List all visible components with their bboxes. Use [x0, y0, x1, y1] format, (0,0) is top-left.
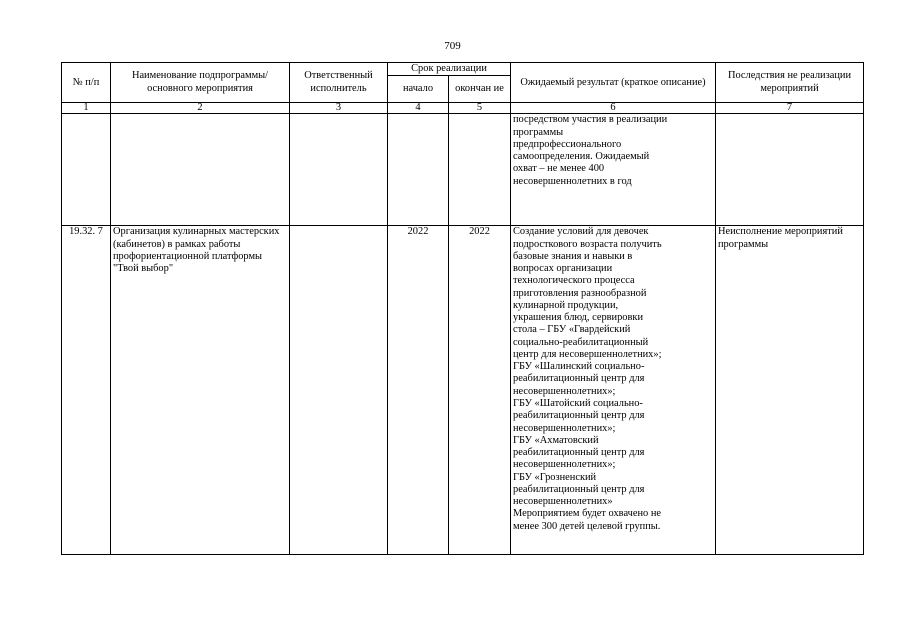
result-line: посредством участия в реализации	[513, 114, 668, 126]
column-number: 2	[111, 103, 290, 114]
row-end	[449, 114, 511, 226]
header-number: № п/п	[62, 63, 111, 103]
row-end: 2022	[449, 226, 511, 555]
result-line: Создание условий для девочек	[513, 226, 649, 238]
column-number: 3	[290, 103, 388, 114]
program-table	[61, 62, 864, 555]
result-line: ГБУ «Шалинский социально-	[513, 361, 645, 373]
result-line: несовершеннолетних»	[513, 496, 613, 508]
header-end: окончан ие	[449, 76, 511, 103]
result-line: охват – не менее 400	[513, 163, 605, 175]
header-consequence: Последствия не реализации мероприятий	[716, 63, 864, 103]
result-line: вопросах организации	[513, 263, 613, 275]
column-number: 1	[62, 103, 111, 114]
row-result	[511, 114, 716, 226]
page-number: 709	[444, 40, 461, 52]
column-number: 6	[511, 103, 716, 114]
row-executor	[290, 226, 388, 555]
result-line: украшения блюд, сервировки	[513, 312, 644, 324]
result-line: несовершеннолетних»;	[513, 459, 616, 471]
result-line: менее 300 детей целевой группы.	[513, 520, 661, 532]
result-line: ГБУ «Грозненский	[513, 471, 597, 483]
column-numbers-row	[62, 103, 864, 114]
row-number	[62, 114, 111, 226]
row-name	[111, 114, 290, 226]
result-line: несовершеннолетних»;	[513, 422, 616, 434]
result-line: реабилитационный центр для	[513, 373, 645, 385]
column-number: 4	[388, 103, 449, 114]
result-line: ГБУ «Шатойский социально-	[513, 397, 643, 409]
result-line: реабилитационный центр для	[513, 483, 645, 495]
result-line: реабилитационный центр для	[513, 410, 645, 422]
result-line: базовые знания и навыки в	[513, 250, 633, 262]
result-line: реабилитационный центр для	[513, 447, 645, 459]
header-name: Наименование подпрограммы/ основного мероприятия	[111, 63, 290, 103]
header-result: Ожидаемый результат (краткое описание)	[511, 63, 716, 103]
result-line: программы	[513, 126, 564, 138]
result-line: центр для несовершеннолетних»;	[513, 348, 662, 360]
row-start	[388, 114, 449, 226]
column-number: 7	[716, 103, 864, 114]
row-consequence	[716, 114, 864, 226]
row-executor	[290, 114, 388, 226]
header-start: начало	[388, 76, 449, 103]
result-line: несовершеннолетних»;	[513, 385, 616, 397]
header-period: Срок реализации	[388, 63, 511, 76]
table-row	[62, 114, 864, 226]
row-number: 19.32. 7	[62, 226, 111, 555]
row-start: 2022	[388, 226, 449, 555]
row-name: Организация кулинарных мастерских (кабинетов) в рамках работы профориентационной платформы "Твой выбор"	[111, 226, 290, 555]
header-executor: Ответственный исполнитель	[290, 63, 388, 103]
result-line: кулинарной продукции,	[513, 299, 619, 311]
result-line: приготовления разнообразной	[513, 287, 647, 299]
result-line: ГБУ «Ахматовский	[513, 434, 599, 446]
result-line: технологического процесса	[513, 275, 635, 287]
header-row	[62, 63, 864, 76]
result-line: социально-реабилитационный	[513, 336, 649, 348]
column-number: 5	[449, 103, 511, 114]
result-line: Мероприятием будет охвачено не	[513, 508, 662, 520]
result-line: стола – ГБУ «Гвардейский	[513, 324, 631, 336]
result-line: предпрофессионального	[513, 138, 622, 150]
result-line: самоопределения. Ожидаемый	[513, 151, 650, 163]
row-consequence: Неисполнение мероприятий программы	[716, 226, 864, 555]
table-row	[62, 226, 864, 555]
result-line: несовершеннолетних в год	[513, 175, 632, 187]
result-line: подросткового возраста получить	[513, 238, 662, 250]
row-result	[511, 226, 716, 555]
